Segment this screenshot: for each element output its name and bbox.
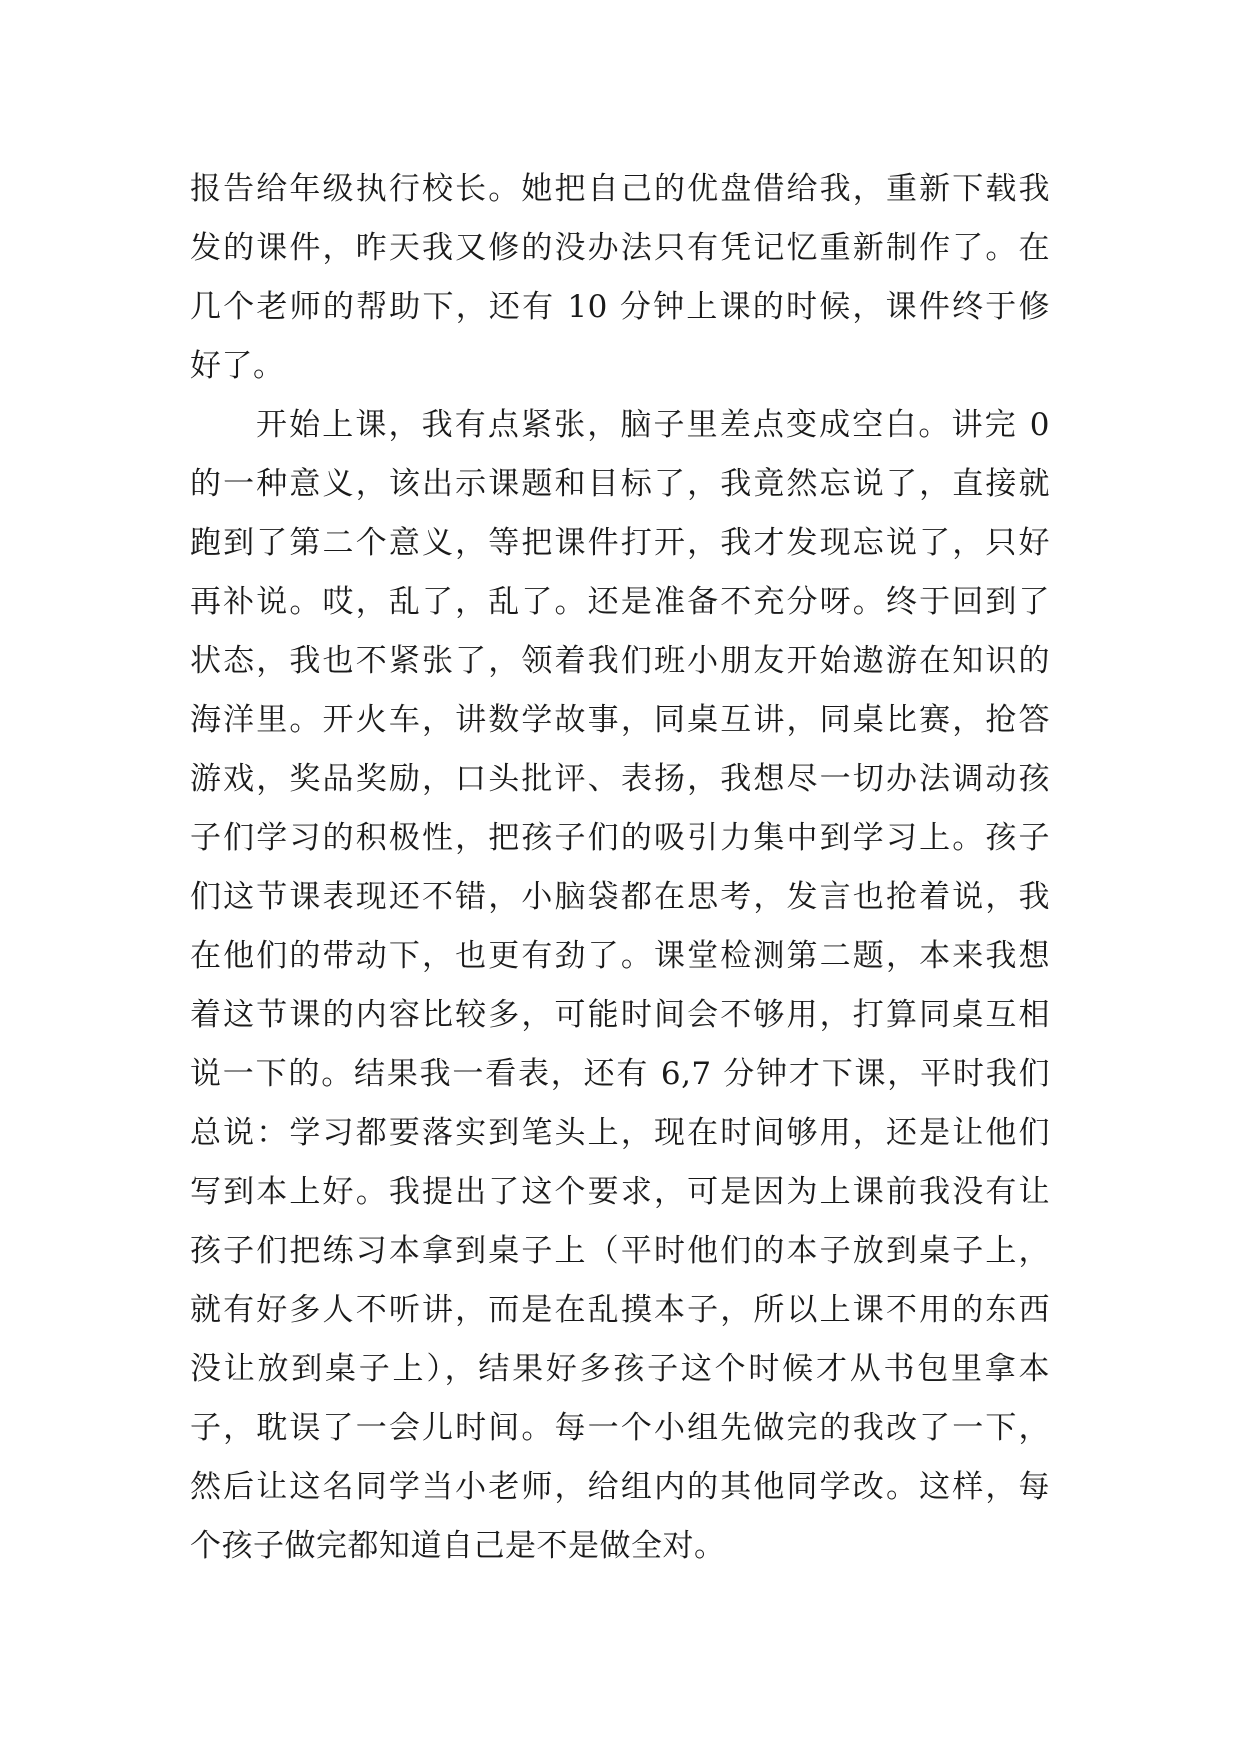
text-line: 状态，我也不紧张了，领着我们班小朋友开始遨游在知识的 [190,643,1050,679]
text-line: 子们学习的积极性，把孩子们的吸引力集中到学习上。孩子 [190,820,1050,856]
text-line: 的一种意义，该出示课题和目标了，我竟然忘说了，直接就 [190,466,1050,502]
text-line: 就有好多人不听讲，而是在乱摸本子，所以上课不用的东西 [190,1292,1050,1328]
text-line: 再补说。哎，乱了，乱了。还是准备不充分呀。终于回到了 [190,584,1050,620]
text-line: 写到本上好。我提出了这个要求，可是因为上课前我没有让 [190,1174,1050,1210]
text-line: 发的课件，昨天我又修的没办法只有凭记忆重新制作了。在 [190,230,1050,266]
text-line: 没让放到桌子上），结果好多孩子这个时候才从书包里拿本 [190,1351,1050,1387]
text-line: 游戏，奖品奖励，口头批评、表扬，我想尽一切办法调动孩 [190,761,1050,797]
text-line: 着这节课的内容比较多，可能时间会不够用，打算同桌互相 [190,997,1050,1033]
text-line: 说一下的。结果我一看表，还有 6,7 分钟才下课，平时我们 [190,1056,1050,1092]
text-line: 几个老师的帮助下，还有 10 分钟上课的时候，课件终于修 [190,289,1050,325]
text-line: 在他们的带动下，也更有劲了。课堂检测第二题，本来我想 [190,938,1050,974]
text-line: 子，耽误了一会儿时间。每一个小组先做完的我改了一下， [190,1410,1050,1446]
text-line: 们这节课表现还不错，小脑袋都在思考，发言也抢着说，我 [190,879,1050,915]
text-line: 好了。 [190,348,285,384]
text-line: 跑到了第二个意义，等把课件打开，我才发现忘说了，只好 [190,525,1050,561]
body-text [190,160,1050,1576]
text-line: 开始上课，我有点紧张，脑子里差点变成空白。讲完 0 [256,407,1050,443]
text-line: 总说：学习都要落实到笔头上，现在时间够用，还是让他们 [190,1115,1050,1151]
text-line: 然后让这名同学当小老师，给组内的其他同学改。这样，每 [190,1469,1050,1505]
text-line: 孩子们把练习本拿到桌子上（平时他们的本子放到桌子上， [190,1233,1050,1269]
paragraph [190,160,1050,396]
paragraph [190,396,1050,1576]
text-line: 报告给年级执行校长。她把自己的优盘借给我，重新下载我 [190,171,1050,207]
text-line: 海洋里。开火车，讲数学故事，同桌互讲，同桌比赛，抢答 [190,702,1050,738]
text-line: 个孩子做完都知道自己是不是做全对。 [190,1528,726,1564]
